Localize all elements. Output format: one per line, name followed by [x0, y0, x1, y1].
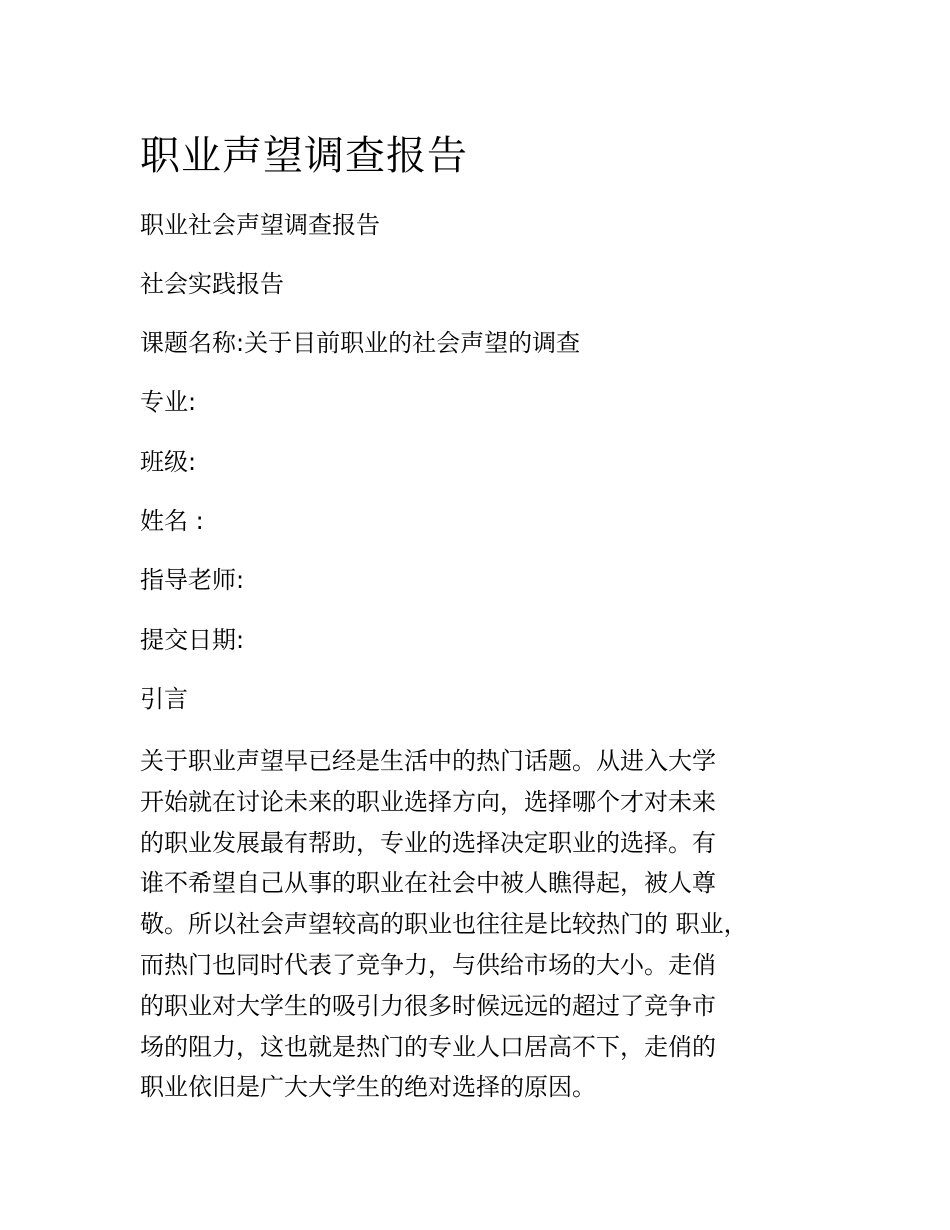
intro-line: 的职业发展最有帮助，专业的选择决定职业的选择。有: [140, 828, 716, 857]
document-title: 职业声望调查报告: [140, 133, 468, 179]
topic-line: 课题名称:关于目前职业的社会声望的调查: [140, 329, 581, 357]
major-field: 专业:: [140, 388, 197, 416]
intro-line: 的职业对大学生的吸引力很多时候远远的超过了竞争市: [140, 991, 716, 1020]
intro-paragraph: [140, 741, 820, 1108]
class-field: 班级:: [140, 448, 197, 476]
intro-line: 关于职业声望早已经是生活中的热门话题。从进入大学: [140, 747, 716, 775]
name-field: 姓名 :: [140, 507, 204, 535]
intro-line: 职业依旧是广大大学生的绝对选择的原因。: [140, 1073, 596, 1102]
intro-line: 而热门也同时代表了竞争力，与供给市场的大小。走俏: [140, 950, 716, 979]
subtitle: 职业社会声望调查报告: [140, 211, 380, 239]
advisor-field: 指导老师:: [140, 566, 245, 594]
report-type: 社会实践报告: [140, 270, 284, 298]
intro-line: 开始就在讨论未来的职业选择方向，选择哪个才对未来: [140, 787, 716, 816]
intro-heading: 引言: [140, 685, 188, 713]
intro-line: 谁不希望自己从事的职业在社会中被人瞧得起，被人尊: [140, 869, 716, 898]
intro-line: 场的阻力，这也就是热门的专业人口居高不下，走俏的: [140, 1032, 716, 1061]
submit-date-field: 提交日期:: [140, 626, 245, 654]
intro-line: 敬。所以社会声望较高的职业也往往是比较热门的 职业，: [140, 910, 748, 939]
